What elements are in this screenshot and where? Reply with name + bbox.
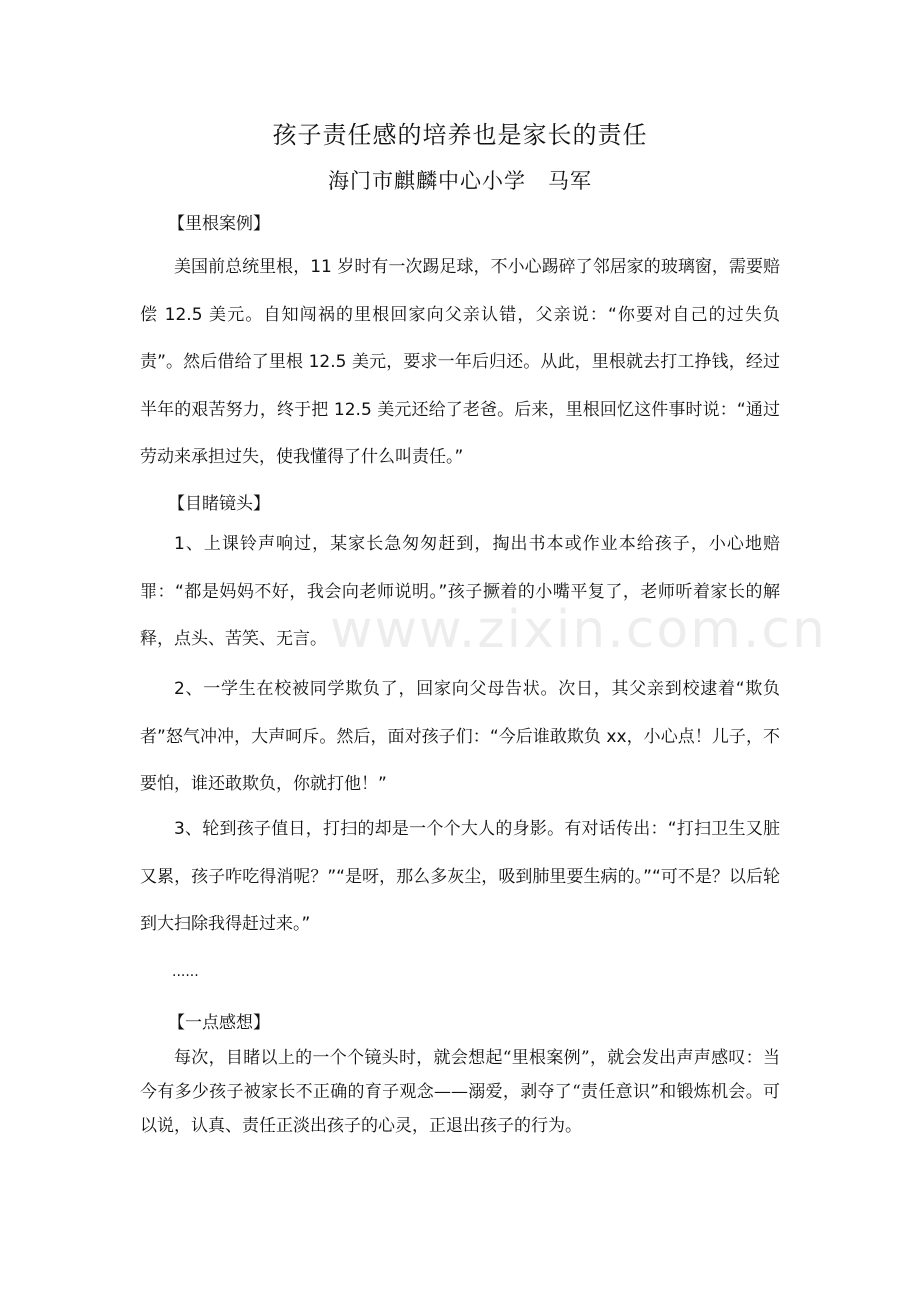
section-heading-case: 【里根案例】: [168, 214, 270, 234]
document-author-line: 海门市麒麟中心小学 马军: [328, 169, 592, 193]
ellipsis: ......: [172, 964, 199, 980]
section-heading-witness: 【目睹镜头】: [168, 494, 270, 514]
watermark: www.zixin.com.cn: [330, 600, 827, 660]
section-heading-thoughts: 【一点感想】: [168, 1013, 270, 1033]
witness-item-1: 1、上课铃声响过，某家长急匆匆赶到，掏出书本或作业本给孩子，小心地赔罪：“都是妈妈不好，我会向老师说明。”孩子撅着的小嘴平复了，老师听着家长的解释，点头、苦笑、无言。: [140, 534, 780, 649]
witness-item-2: 2、一学生在校被同学欺负了，回家向父母告状。次日，其父亲到校逮着“欺负者”怒气冲冲，大声呵斥。然后，面对孩子们：“今后谁敢欺负 xx，小心点！儿子，不要怕，谁还敢欺负，你就打他！”: [140, 679, 780, 794]
document-title: 孩子责任感的培养也是家长的责任: [272, 121, 648, 149]
thoughts-paragraph: 每次，目睹以上的一个个镜头时，就会想起“里根案例”，就会发出声声感叹：当今有多少孩子被家长不正确的育子观念——溺爱，剥夺了“责任意识”和锻炼机会。可以说，认真、责任正淡出孩子的心灵，正退出孩子的行为。: [140, 1048, 780, 1136]
case-paragraph: 美国前总统里根，11 岁时有一次踢足球，不小心踢碎了邻居家的玻璃窗，需要赔偿 12.5 美元。自知闯祸的里根回家向父亲认错，父亲说：“你要对自己的过失负责”。然后借给了里根 12.5 美元，要求一年后归还。从此，里根就去打工挣钱，经过半年的艰苦努力，终于把 12.5 美元还给了老爸。后来，里根回忆这件事时说：“通过劳动来承担过失，使我懂得了什么叫责任。”: [140, 257, 780, 467]
witness-item-3: 3、轮到孩子值日，打扫的却是一个个大人的身影。有对话传出：“打扫卫生又脏又累，孩子咋吃得消呢？”“是呀，那么多灰尘，吸到肺里要生病的。”“可不是？以后轮到大扫除我得赶过来。”: [140, 819, 780, 934]
